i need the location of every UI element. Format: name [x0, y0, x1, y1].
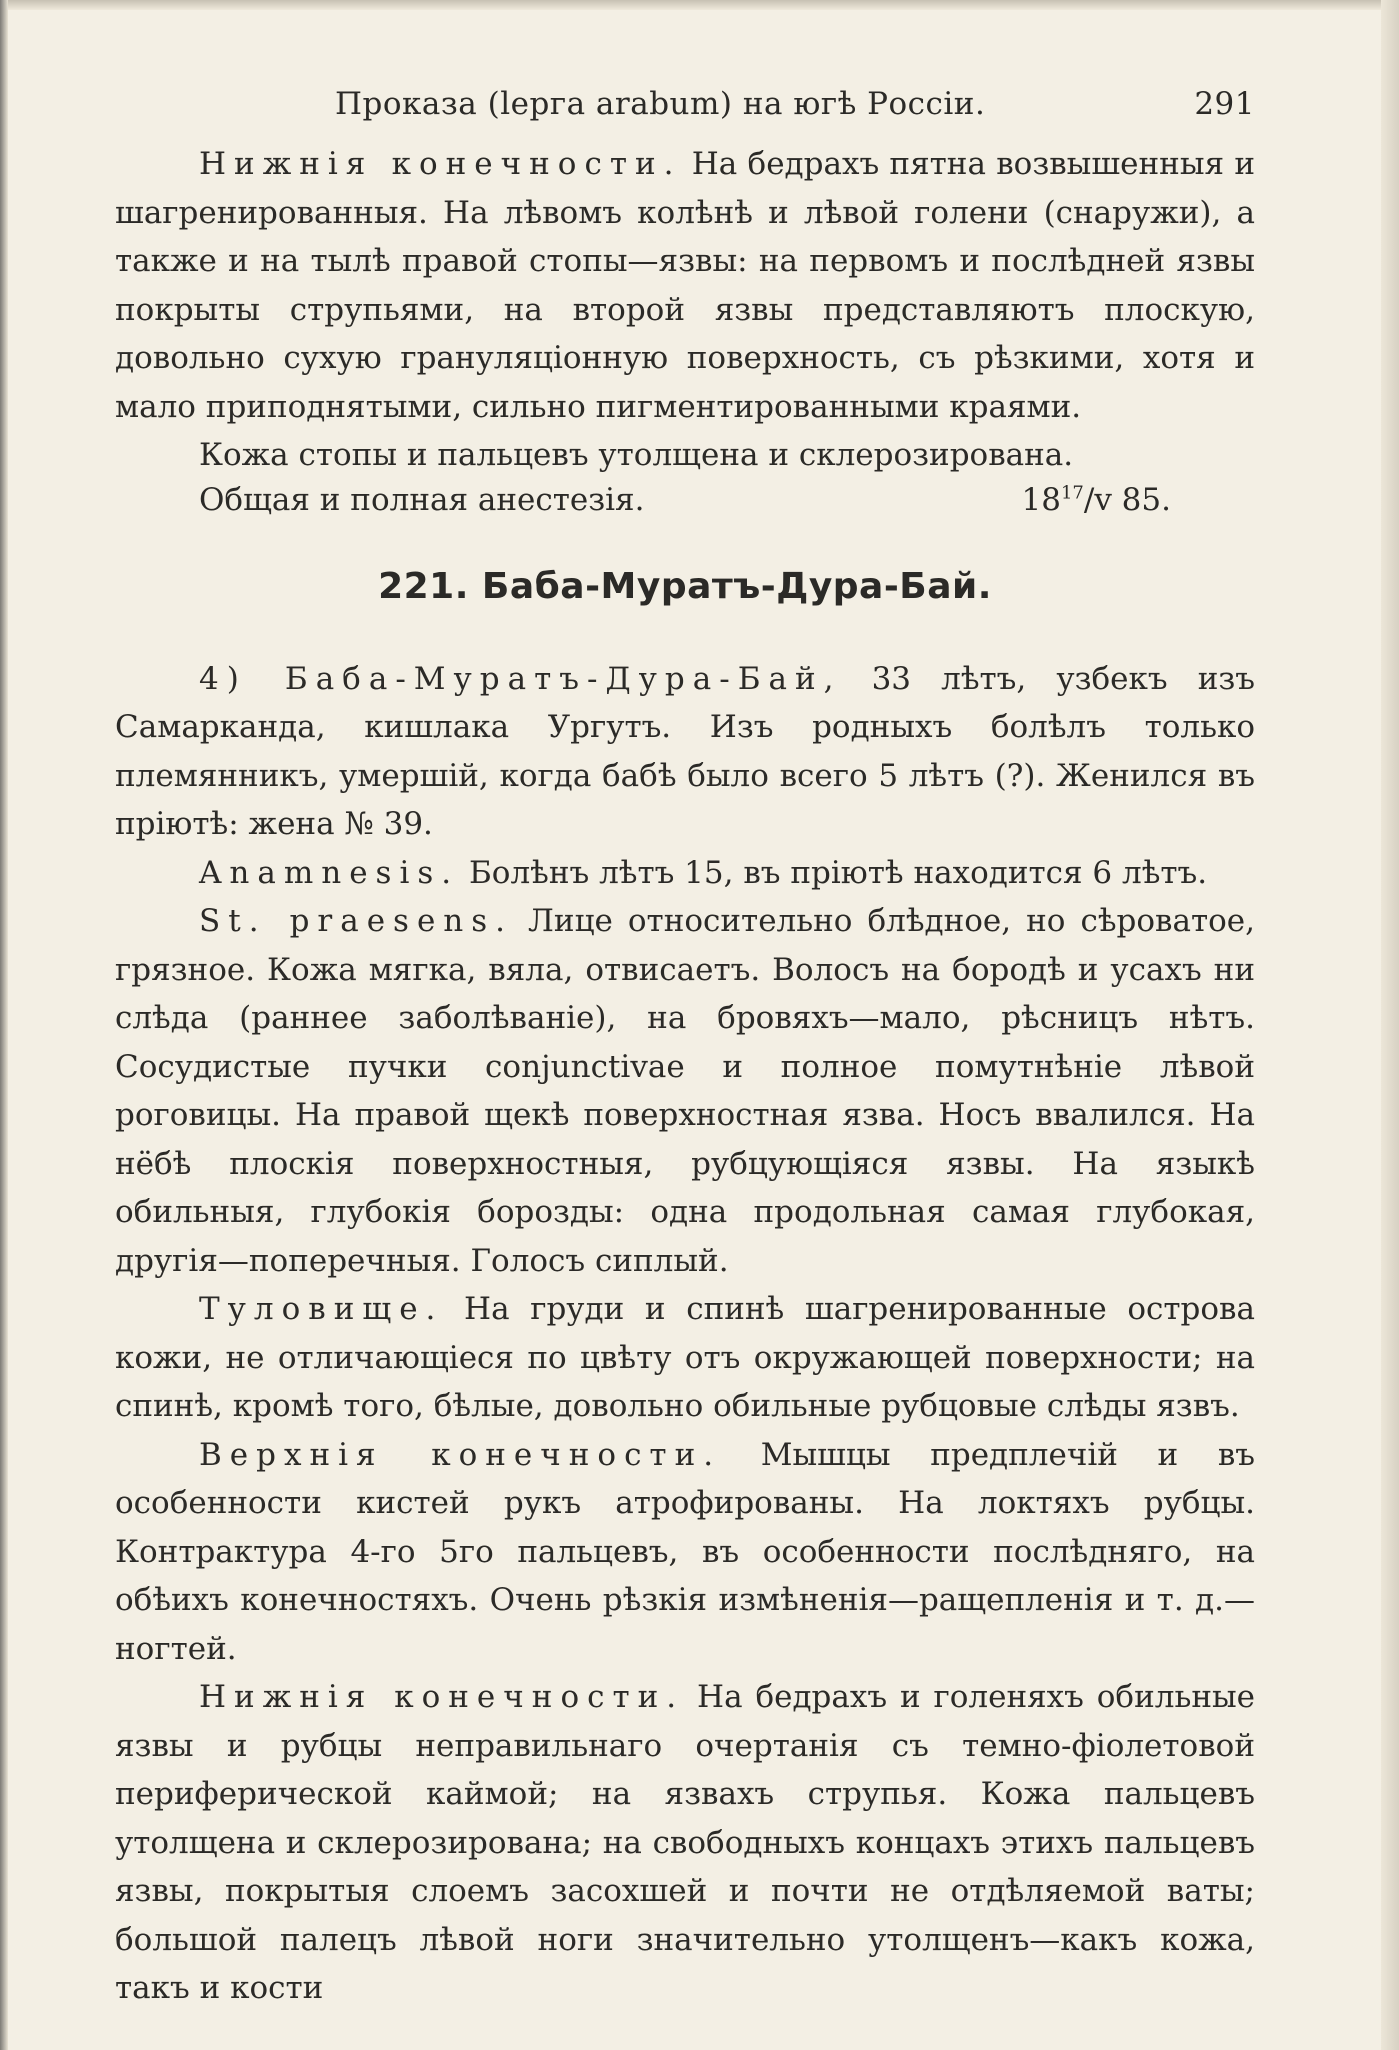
running-header — [115, 80, 1255, 140]
case-heading: 221. Баба-Муратъ-Дура-Бай. — [378, 565, 992, 607]
section-lead: Anamnesis. — [199, 854, 460, 891]
paragraph-anamnesis — [115, 849, 1255, 898]
paragraph-text: На груди и спинѣ шагренированные острова кожи, не отличающіеся по цвѣту отъ окружающей поверхности; на спинѣ, кромѣ того, бѣлые, довольно обильные рубцовые слѣды язвъ. — [115, 1291, 1255, 1424]
section-lead: Нижнія конечности. — [199, 146, 682, 182]
date-superscript: 17 — [1060, 482, 1084, 504]
paragraph-lower-limbs-prev — [115, 140, 1255, 431]
running-title: Проказа (lерга arabum) на югѣ Россіи. — [335, 86, 986, 122]
patient-name-lead: 4) Баба-Муратъ-Дура-Бай, — [199, 660, 842, 697]
page-number: 291 — [1194, 86, 1255, 122]
scan-edge-right — [1381, 0, 1399, 2050]
paragraph-text: Болѣнъ лѣтъ 15, въ пріютѣ находится 6 лѣтъ. — [459, 854, 1208, 891]
section-lead: Нижнія конечности. — [199, 1679, 685, 1715]
paragraph-trunk — [115, 1285, 1255, 1431]
paragraph-upper-limbs — [115, 1431, 1255, 1674]
paragraph-text: 33 лѣтъ, узбекъ изъ Самарканда, кишлака Ургутъ. Изъ родныхъ болѣлъ только племянникъ, умершій, когда бабѣ было всего 5 лѣтъ (?). Женился въ пріютѣ: жена № 39. — [115, 660, 1255, 842]
anesthesia-row — [115, 482, 1255, 518]
section-lead: Туловище. — [199, 1291, 444, 1327]
scan-edge-top — [0, 0, 1399, 10]
paragraph-lower-limbs — [115, 1673, 1255, 2013]
date-day: 18 — [1021, 481, 1061, 518]
paragraph-praesens — [115, 897, 1255, 1285]
scan-edge-left — [0, 0, 8, 2050]
paragraph-text: Лице относительно блѣдное, но сѣроватое, грязное. Кожа мягка, вяла, отвисаетъ. Волосъ на бородѣ и усахъ ни слѣда (раннее заболѣваніе), на бровяхъ—мало, рѣсницъ нѣтъ. Сосудистые пучки conjunctivae и полное помутнѣніе лѣвой роговицы. На правой щекѣ поверхностная язва. Носъ ввалился. На нёбѣ плоскія поверхностныя, рубцующіяся язвы. На языкѣ обильныя, глубокія борозды: одна продольная самая глубокая, другія—поперечныя. Голосъ сиплый. — [115, 903, 1255, 1279]
anesthesia-text: Общая и полная анестезія. — [199, 481, 645, 518]
section-lead: Верхнія конечности. — [199, 1436, 722, 1473]
paragraph-intro — [115, 655, 1255, 849]
paragraph-skin: Кожа стопы и пальцевъ утолщена и склерозирована. — [199, 437, 1074, 473]
book-page — [115, 80, 1255, 2013]
paragraph-text: На бедрахъ пятна возвышенныя и шагренированныя. На лѣвомъ колѣнѣ и лѣвой голени (снаружи), а также и на тылѣ правой стопы—язвы: на первомъ и послѣдней язвы покрыты струпьями, на второй язвы представляютъ плоскую, довольно сухую грануляціонную поверхность, съ рѣзкими, хотя и мало приподнятыми, сильно пигментированными краями. — [115, 146, 1255, 425]
section-lead: St. praesens. — [199, 903, 514, 939]
paragraph-text: Мышцы предплечій и въ особенности кистей рукъ атрофированы. На локтяхъ рубцы. Контрактура 4-го 5го пальцевъ, въ особенности послѣдняго, на обѣихъ конечностяхъ. Очень рѣзкія измѣненія—ращепленія и т. д.—ногтей. — [115, 1436, 1255, 1667]
paragraph-text: На бедрахъ и голеняхъ обильные язвы и рубцы неправильнаго очертанія съ темно-фіолетовой периферической каймой; на язвахъ струпья. Кожа пальцевъ утолщена и склерозирована; на свободныхъ концахъ этихъ пальцевъ язвы, покрытыя слоемъ засохшей и почти не отдѣляемой ваты; большой палецъ лѣвой ноги значительно утолщенъ—какъ кожа, такъ и кости — [115, 1679, 1256, 2006]
record-date — [1022, 482, 1171, 518]
date-rest: /v 85. — [1083, 481, 1171, 518]
